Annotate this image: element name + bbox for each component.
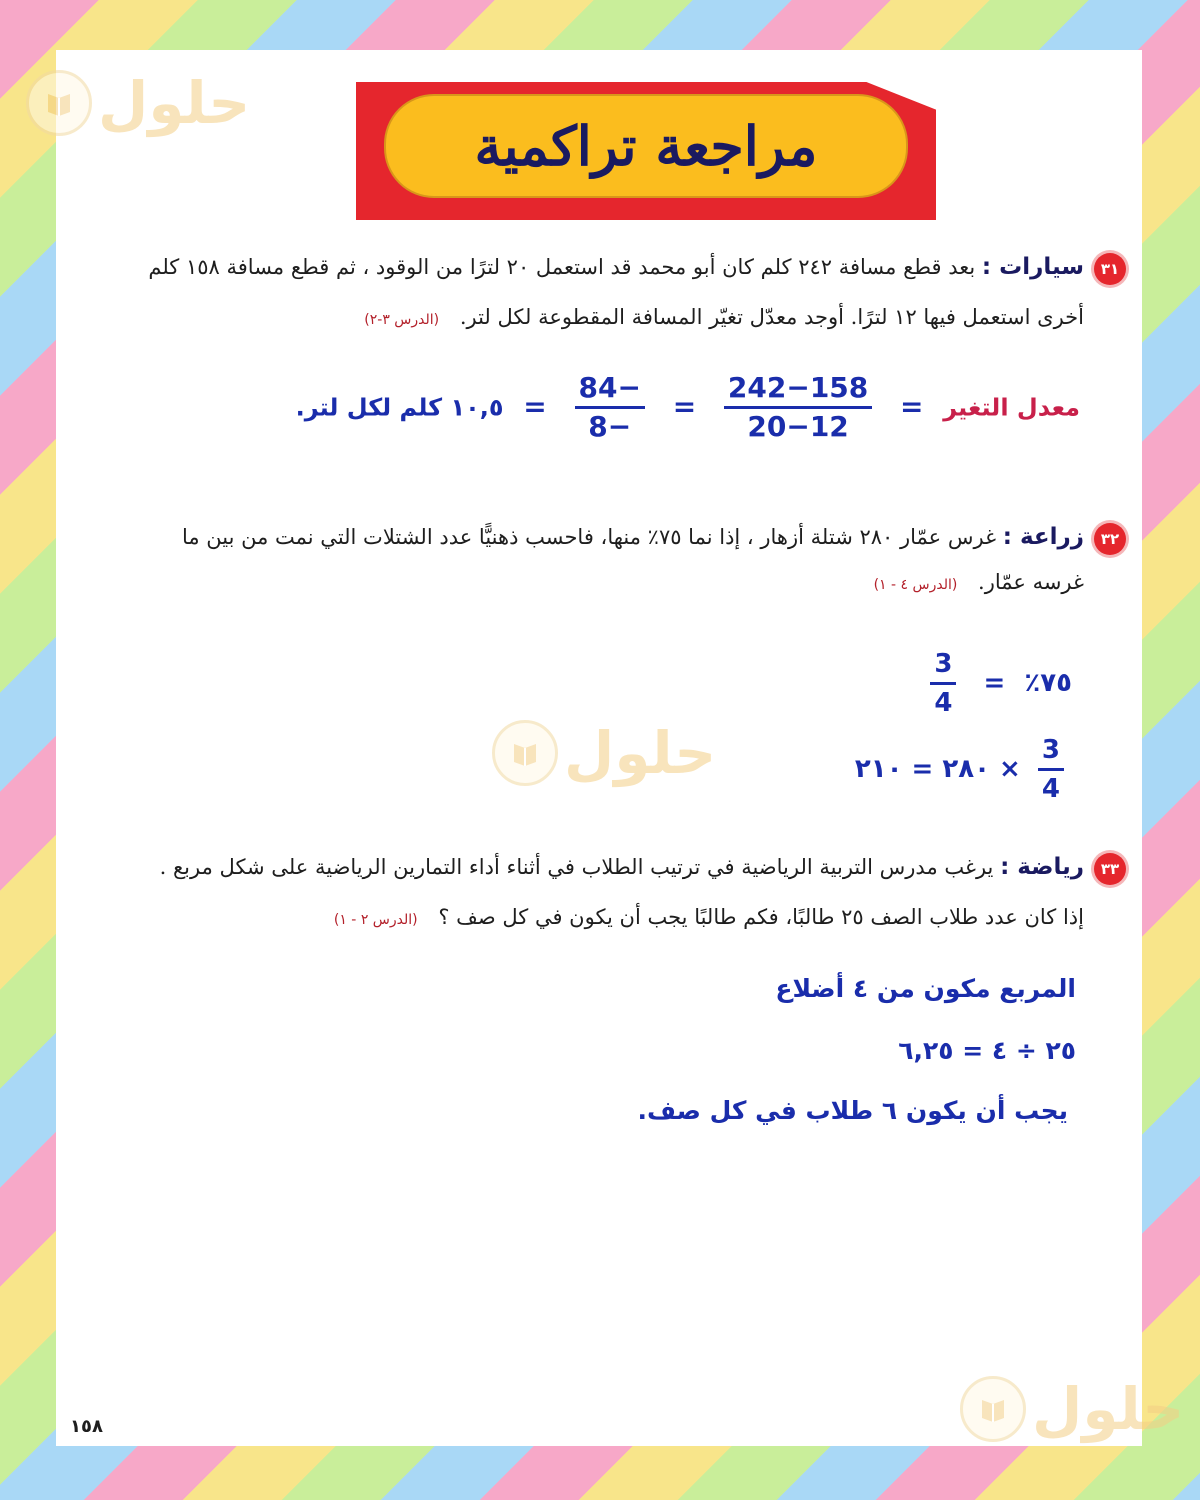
answer-31: [296, 370, 1080, 445]
problem-text: غرس عمّار ٢٨٠ شتلة أزهار ، إذا نما ٧٥٪ منها، فاحسب ذهنيًّا عدد الشتلات التي نمت من بين ما: [181, 525, 997, 549]
problem-text: أخرى استعمل فيها ١٢ لترًا. أوجد معدّل تغيّر المسافة المقطوعة لكل لتر.: [459, 305, 1084, 329]
equals-sign: =: [523, 389, 547, 423]
watermark-text: حلول: [1032, 1375, 1185, 1443]
multiplication-result: × ٢٨٠ = ٢١٠: [854, 754, 1021, 784]
fraction-numerator: 242−158: [724, 370, 872, 409]
problem-number-badge: ٣٢: [1094, 523, 1126, 555]
watermark-logo: [26, 70, 250, 136]
equals-sign: =: [900, 389, 924, 423]
fraction-denominator: 4: [1041, 774, 1060, 804]
fraction-numerator: 84−: [575, 370, 645, 409]
problem-32: [80, 512, 1126, 605]
fraction-denominator: 8−: [588, 410, 632, 443]
page-title: مراجعة تراكمية: [474, 114, 818, 178]
problem-text: بعد قطع مسافة ٢٤٢ كلم كان أبو محمد قد استعمل ٢٠ لترًا من الوقود ، ثم قطع مسافة ١٥٨ كلم: [148, 255, 976, 279]
problem-33: [80, 842, 1126, 945]
rate-of-change-label: معدل التغير: [943, 393, 1080, 422]
problem-topic: زراعة :: [1002, 524, 1084, 550]
answer-33-line-1: المربع مكون من ٤ أضلاع: [775, 974, 1076, 1003]
book-icon: [960, 1376, 1026, 1442]
fraction: [930, 646, 956, 721]
watermark-text: حلول: [564, 719, 717, 787]
problem-31: [80, 242, 1126, 345]
problem-text: غرسه عمّار.: [978, 570, 1084, 594]
book-icon: [492, 720, 558, 786]
lesson-reference: (الدرس ٣-٢): [364, 312, 440, 328]
fraction: [724, 370, 872, 445]
equals-sign: =: [983, 668, 1006, 698]
fraction-numerator: 3: [930, 646, 956, 685]
book-icon: [26, 70, 92, 136]
problem-text: يرغب مدرس التربية الرياضية في ترتيب الطلاب في أثناء أداء التمارين الرياضية على شكل مربع .: [159, 855, 994, 879]
equals-sign: =: [672, 389, 697, 423]
problem-topic: سيارات :: [981, 254, 1084, 280]
title-banner: [356, 82, 936, 220]
answer-33-line-2: ٢٥ ÷ ٤ = ٦,٢٥: [898, 1036, 1076, 1065]
problem-number-badge: ٣٣: [1094, 853, 1126, 885]
lesson-reference: (الدرس ٤ - ١): [873, 577, 958, 593]
lesson-reference: (الدرس ٢ - ١): [333, 912, 418, 928]
fraction-numerator: 3: [1038, 732, 1064, 771]
textbook-page: [56, 50, 1185, 1446]
fraction-denominator: 20−12: [747, 410, 849, 443]
fraction: [575, 370, 645, 445]
problem-text: إذا كان عدد طلاب الصف ٢٥ طالبًا، فكم طالبًا يجب أن يكون في كل صف ؟: [438, 905, 1084, 929]
page-number: ١٥٨: [70, 1416, 103, 1437]
answer-32-line-2: [855, 732, 1072, 807]
problem-topic: رياضة :: [1000, 854, 1084, 880]
answer-result: ١٠,٥ كلم لكل لتر.: [295, 393, 504, 422]
fraction: [1038, 732, 1064, 807]
watermark-text: حلول: [98, 69, 251, 137]
percent-value: ٧٥٪: [1024, 668, 1072, 698]
watermark-logo: [492, 720, 716, 786]
watermark-logo: [960, 1376, 1184, 1442]
problem-number-badge: ٣١: [1094, 253, 1126, 285]
fraction-denominator: 4: [934, 688, 953, 718]
answer-33-line-3: يجب أن يكون ٦ طلاب في كل صف.: [637, 1096, 1068, 1125]
answer-32-line-1: [922, 646, 1072, 721]
